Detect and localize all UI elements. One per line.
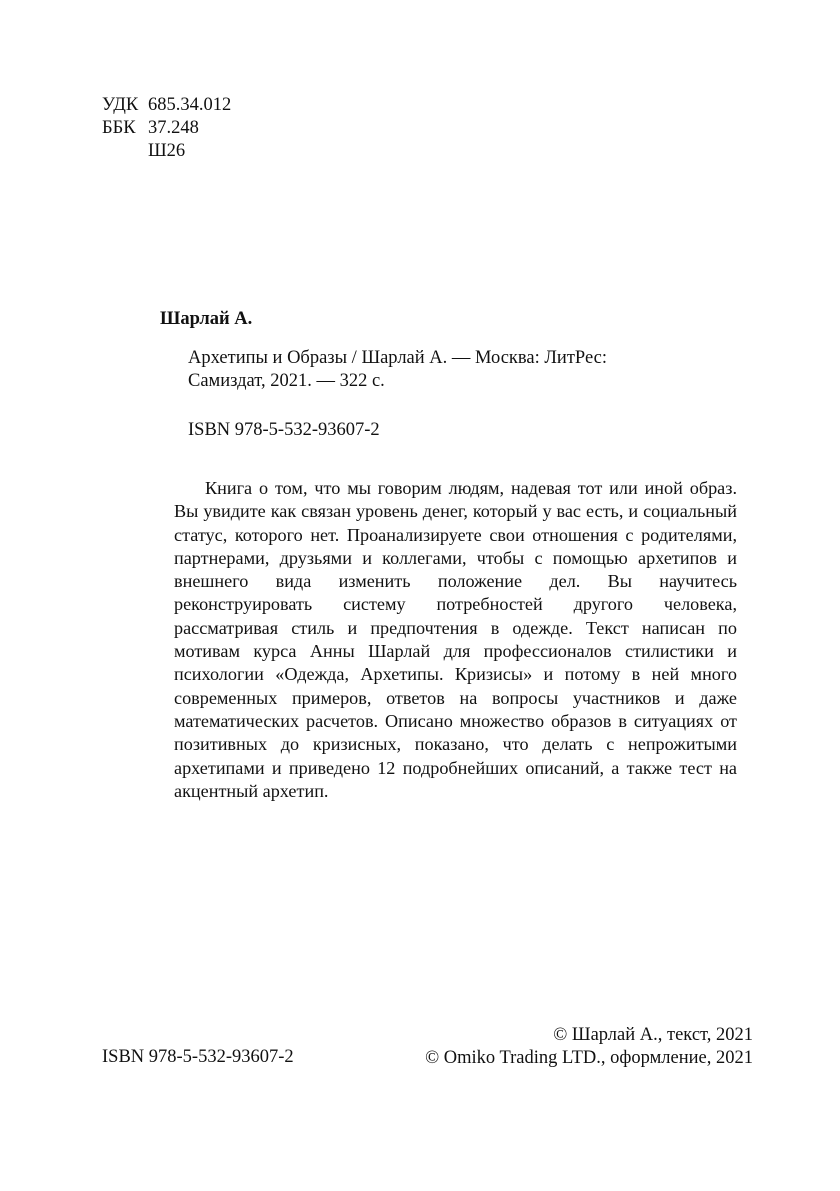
author-mark-row xyxy=(102,140,231,163)
annotation-paragraph: Книга о том, что мы говорим людям, надевая тот или иной образ. Вы увидите как связан уровень денег, который у вас есть, и социальный статус, которого нет. Проанализируете свои отношения с родителями, партнерами, друзьями и коллегами, чтобы с помощью архетипов и внешнего вида изменить положение дел. Вы научитесь реконструировать систему потребностей другого человека, рассматривая стиль и предпочтения в одежде. Текст написан по мотивам курса Анны Шарлай для профессионалов стилистики и психологии «Одежда, Архетипы. Кризисы» и потому в ней много современных примеров, ответов на вопросы участников и даже математических расчетов. Описано множество образов в ситуациях от позитивных до кризисных, показано, что делать с непрожитыми архетипами и приведено 12 подробнейших описаний, а также тест на акцентный архетип. xyxy=(174,478,737,801)
copyright-block xyxy=(425,1024,753,1070)
bibliographic-line-1: Архетипы и Образы / Шарлай А. — Москва: ЛитРес: xyxy=(188,348,607,368)
classification-codes xyxy=(102,94,231,163)
udk-label: УДК xyxy=(102,95,139,115)
bbk-row xyxy=(102,117,231,140)
isbn-top: ISBN 978-5-532-93607-2 xyxy=(188,420,380,440)
author-heading: Шарлай А. xyxy=(160,309,253,329)
isbn-bottom: ISBN 978-5-532-93607-2 xyxy=(102,1047,294,1067)
copyright-text-line: © Шарлай А., текст, 2021 xyxy=(553,1025,753,1045)
author-mark: Ш26 xyxy=(148,141,186,161)
bibliographic-line-2: Самиздат, 2021. — 322 с. xyxy=(188,371,385,391)
bbk-value: 37.248 xyxy=(148,118,199,138)
udk-value: 685.34.012 xyxy=(148,95,232,115)
bbk-label: ББК xyxy=(102,118,136,138)
copyright-design-line: © Omiko Trading LTD., оформление, 2021 xyxy=(425,1048,753,1068)
udk-row xyxy=(102,94,231,117)
bibliographic-entry xyxy=(188,347,607,393)
